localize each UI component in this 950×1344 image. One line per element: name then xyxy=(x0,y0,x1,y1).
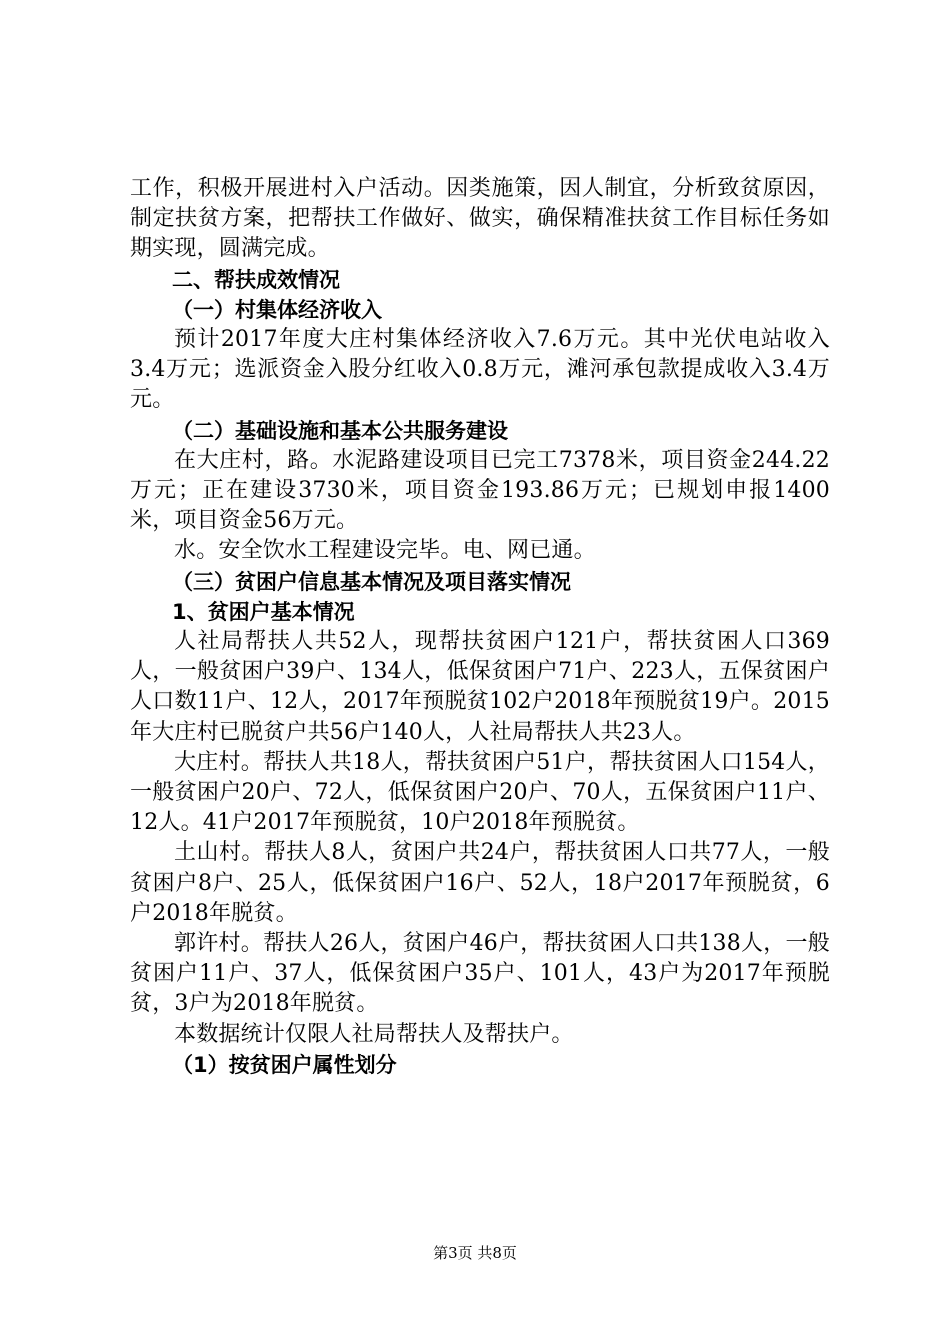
section-heading-results: 二、帮扶成效情况 xyxy=(172,267,340,292)
page-footer: 第3页 共8页 xyxy=(433,1244,517,1262)
paragraph-roads: 在大庄村，路。水泥路建设项目已完工7378米，项目资金244.22万元；正在建设3730米，项目资金193.86万元；已规划申报1400米，项目资金56万元。 xyxy=(130,447,830,534)
paragraph-water: 水。安全饮水工程建设完毕。电、网已通。 xyxy=(174,538,596,564)
paragraph-data-scope-note: 本数据统计仅限人社局帮扶人及帮扶户。 xyxy=(174,1021,574,1047)
subsection-heading-poor-households: （三）贫困户信息基本情况及项目落实情况 xyxy=(172,569,571,594)
subheading-basic-situation: 1、贫困户基本情况 xyxy=(172,599,355,624)
paragraph-guoxu-village: 郭许村。帮扶人26人，贫困户46户，帮扶贫困人口共138人，一般贫困户11户、37人，低保贫困户35户、101人，43户为2017年预脱贫，3户为2018年脱贫。 xyxy=(130,931,830,1017)
paragraph-tushan-village: 土山村。帮扶人8人，贫困户共24户，帮扶贫困人口共77人，一般贫困户8户、25人，低保贫困户16户、52人，18户2017年预脱贫，6户2018年脱贫。 xyxy=(130,840,830,926)
paragraph-bureau-summary: 人社局帮扶人共52人，现帮扶贫困户121户，帮扶贫困人口369人，一般贫困户39户、134人，低保贫困户71户、223人，五保贫困户人口数11户、12人，2017年预脱贫102户2018年预脱贫19户。2015年大庄村已脱贫户共56户140人，人社局帮扶人共23人。 xyxy=(130,629,830,745)
paragraph-dazhuang-village: 大庄村。帮扶人共18人，帮扶贫困户51户，帮扶贫困人口154人，一般贫困户20户、72人，低保贫困户20户、70人，五保贫困户11户、12人。41户2017年预脱贫，10户2018年预脱贫。 xyxy=(130,749,830,836)
paragraph-intro: 工作，积极开展进村入户活动。因类施策，因人制宜，分析致贫原因，制定扶贫方案，把帮扶工作做好、做实，确保精准扶贫工作目标任务如期实现，圆满完成。 xyxy=(130,176,830,262)
subheading-by-household-type: （1）按贫困户属性划分 xyxy=(172,1052,397,1077)
subsection-heading-collective-income: （一）村集体经济收入 xyxy=(172,297,382,322)
subsection-heading-infrastructure: （二）基础设施和基本公共服务建设 xyxy=(172,418,508,443)
paragraph-collective-income: 预计2017年度大庄村集体经济收入7.6万元。其中光伏电站收入3.4万元；选派资金入股分红收入0.8万元，滩河承包款提成收入3.4万元。 xyxy=(130,327,830,413)
document-body xyxy=(130,174,830,1080)
